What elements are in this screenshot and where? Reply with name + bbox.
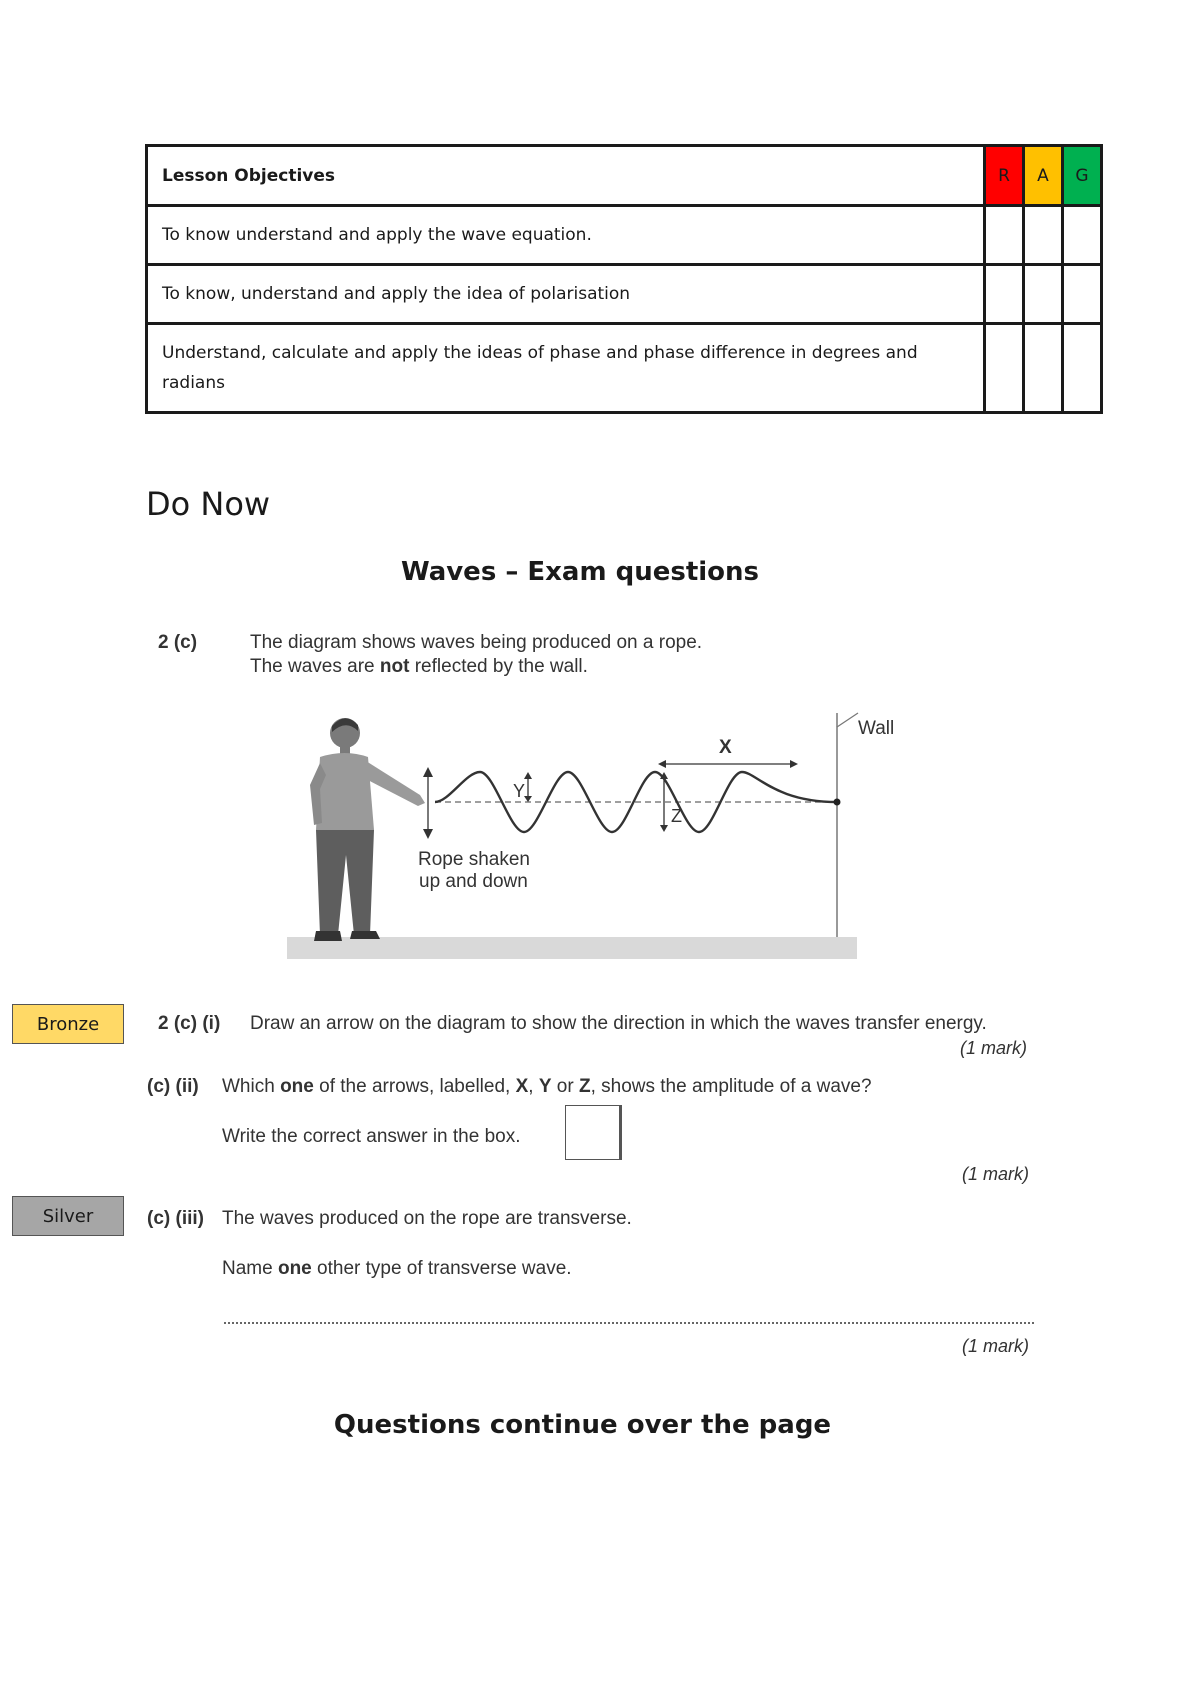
question-ii-instruction: Write the correct answer in the box. (222, 1126, 521, 1147)
objectives-header-row (147, 146, 1102, 206)
rope-label-line2: up and down (419, 871, 528, 892)
question-iii-text: The waves produced on the rope are transverse. (222, 1208, 632, 1229)
rag-green-cell[interactable] (1063, 206, 1102, 265)
wall-label: Wall (858, 718, 895, 739)
section-title: Waves – Exam questions (400, 557, 760, 587)
question-number: 2 (c) (158, 632, 198, 653)
question-ii-number: (c) (ii) (147, 1076, 199, 1097)
rag-amber-cell[interactable] (1024, 324, 1063, 413)
rag-green-cell[interactable] (1063, 265, 1102, 324)
rag-green-header: G (1063, 146, 1102, 206)
question-i-text: Draw an arrow on the diagram to show the direction in which the waves transfer energy. (250, 1013, 987, 1034)
question-ii-text: Which one of the arrows, labelled, X, Y or Z, shows the amplitude of a wave? (222, 1076, 872, 1097)
label-y: Y (513, 781, 526, 801)
wave-rope-diagram[interactable] (280, 705, 920, 965)
objective-row (147, 206, 1102, 265)
objective-text: Understand, calculate and apply the ideas of phase and phase difference in degrees and radians (147, 324, 985, 413)
rag-red-header: R (985, 146, 1024, 206)
rag-red-cell[interactable] (985, 265, 1024, 324)
do-now-heading: Do Now (146, 485, 271, 523)
rag-amber-header: A (1024, 146, 1063, 206)
lesson-objectives-table (145, 144, 1103, 414)
silver-badge: Silver (12, 1196, 124, 1236)
question-intro-line1: The diagram shows waves being produced on a rope. (250, 632, 703, 653)
label-x: X (719, 737, 732, 758)
objective-text: To know, understand and apply the idea of polarisation (147, 265, 985, 324)
question-i-mark: (1 mark) (960, 1038, 1027, 1058)
ground (287, 937, 857, 959)
person-figure (310, 718, 425, 941)
bronze-badge: Bronze (12, 1004, 124, 1044)
answer-line[interactable] (224, 1322, 1034, 1324)
rag-red-cell[interactable] (985, 324, 1024, 413)
rag-red-cell[interactable] (985, 206, 1024, 265)
rag-green-cell[interactable] (1063, 324, 1102, 413)
question-iii-prompt: Name one other type of transverse wave. (222, 1258, 572, 1279)
question-iii-number: (c) (iii) (147, 1208, 204, 1229)
rag-amber-cell[interactable] (1024, 265, 1063, 324)
continue-notice: Questions continue over the page (333, 1410, 832, 1440)
objectives-header: Lesson Objectives (147, 146, 985, 206)
objective-text: To know understand and apply the wave equation. (147, 206, 985, 265)
objective-row (147, 324, 1102, 413)
answer-box[interactable] (565, 1105, 622, 1160)
question-ii-mark: (1 mark) (962, 1164, 1029, 1184)
label-z: Z (671, 806, 682, 826)
rag-amber-cell[interactable] (1024, 206, 1063, 265)
question-intro-line2: The waves are not reflected by the wall. (250, 656, 588, 677)
rope-label-line1: Rope shaken (418, 849, 530, 870)
objective-row (147, 265, 1102, 324)
question-iii-mark: (1 mark) (962, 1336, 1029, 1356)
question-i-number: 2 (c) (i) (158, 1013, 221, 1034)
